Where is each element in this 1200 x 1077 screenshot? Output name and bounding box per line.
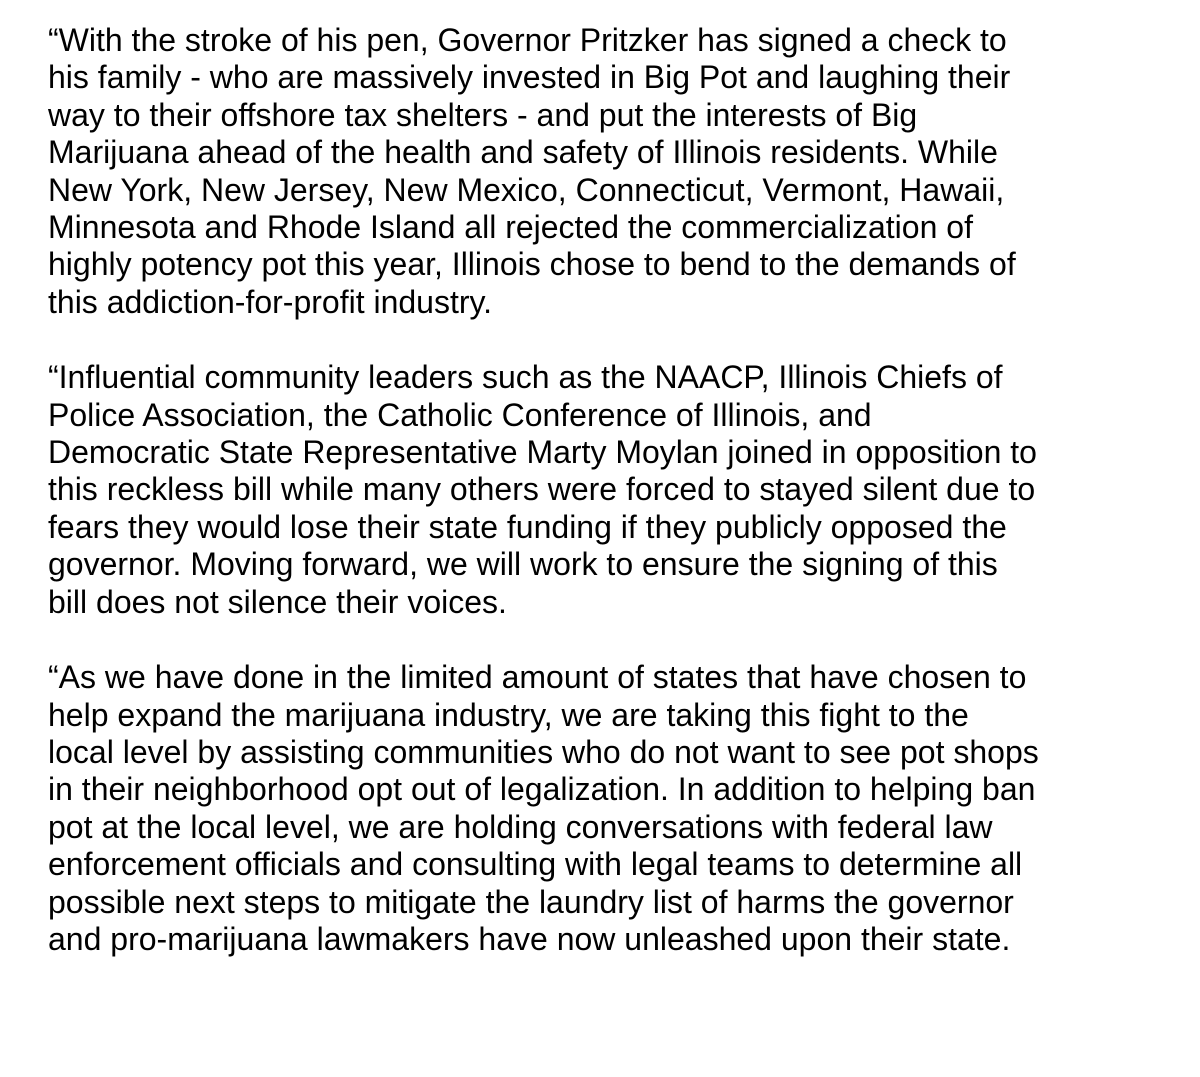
text-line: way to their offshore tax shelters - and put the interests of Big	[48, 96, 918, 133]
text-line: “As we have done in the limited amount of states that have chosen to	[48, 659, 1027, 696]
text-line: governor. Moving forward, we will work to ensure the signing of this	[48, 546, 998, 583]
text-line: “With the stroke of his pen, Governor Pritzker has signed a check to	[48, 22, 1007, 58]
text-line: bill does not silence their voices.	[48, 583, 507, 620]
paragraph-3	[48, 659, 1168, 958]
text-line: his family - who are massively invested in Big Pot and laughing their	[48, 59, 1011, 96]
text-line: “Influential community leaders such as the NAACP, Illinois Chiefs of	[48, 359, 1003, 396]
text-line: in their neighborhood opt out of legalization. In addition to helping ban	[48, 771, 1036, 808]
text-line: local level by assisting communities who do not want to see pot shops	[48, 733, 1039, 770]
text-line: Police Association, the Catholic Conference of Illinois, and	[48, 396, 872, 433]
text-line: this reckless bill while many others were forced to stayed silent due to	[48, 471, 1036, 508]
text-line: pot at the local level, we are holding conversations with federal law	[48, 808, 993, 845]
text-line: and pro-marijuana lawmakers have now unleashed upon their state.	[48, 920, 1011, 957]
text-line: Minnesota and Rhode Island all rejected the commercialization of	[48, 209, 973, 246]
paragraph-1	[48, 22, 1168, 321]
paragraph-2	[48, 359, 1168, 621]
text-line: possible next steps to mitigate the laundry list of harms the governor	[48, 883, 1014, 920]
text-line: Marijuana ahead of the health and safety of Illinois residents. While	[48, 134, 998, 171]
text-line: New York, New Jersey, New Mexico, Connecticut, Vermont, Hawaii,	[48, 171, 1005, 208]
text-line: this addiction-for-profit industry.	[48, 283, 493, 320]
text-line: highly potency pot this year, Illinois chose to bend to the demands of	[48, 246, 1016, 283]
text-line: help expand the marijuana industry, we are taking this fight to the	[48, 696, 969, 733]
text-line: Democratic State Representative Marty Moylan joined in opposition to	[48, 434, 1037, 471]
text-line: enforcement officials and consulting with legal teams to determine all	[48, 846, 1023, 883]
text-line: fears they would lose their state funding if they publicly opposed the	[48, 508, 1007, 545]
statement-document	[48, 22, 1168, 996]
